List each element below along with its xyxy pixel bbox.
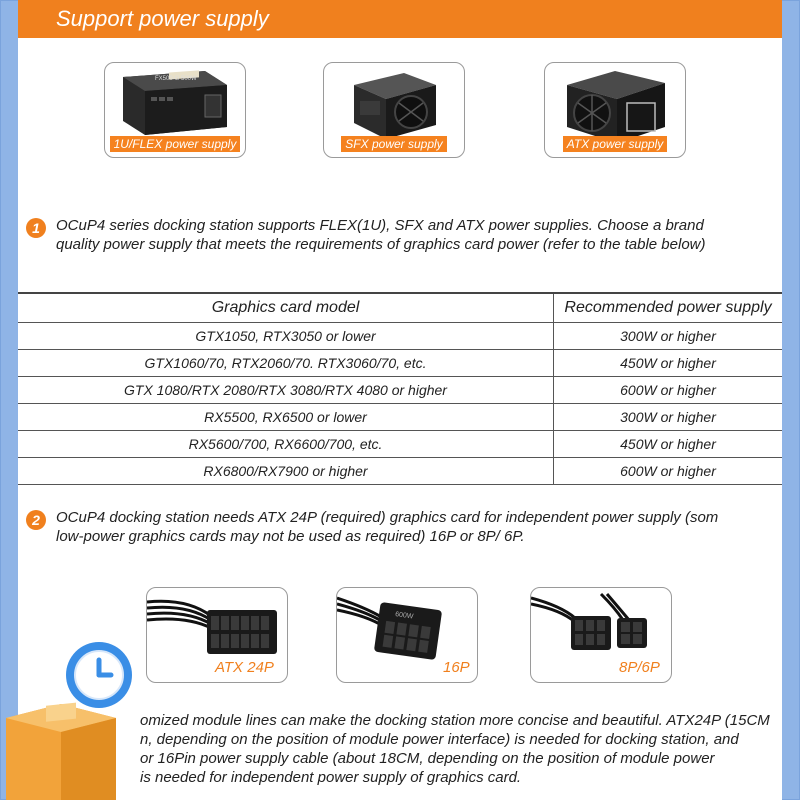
table-row <box>18 377 782 404</box>
cable-card-atx24p <box>146 587 288 683</box>
psu-card-sfx <box>323 62 465 158</box>
table-cell: GTX1060/70, RTX2060/70. RTX3060/70, etc. <box>18 350 554 377</box>
table-row <box>18 431 782 458</box>
psu-label: SFX power supply <box>341 136 446 152</box>
table-cell: 450W or higher <box>554 431 783 458</box>
table-header-row <box>18 293 782 323</box>
table-cell: 600W or higher <box>554 458 783 485</box>
description-line: n, depending on the position of module power interface) is needed for docking station, and <box>140 731 739 748</box>
description-line: or 16Pin power supply cable (about 18CM, depending on the position of module power <box>140 750 715 767</box>
column-header: Recommended power supply <box>554 293 783 323</box>
psu-card-atx <box>544 62 686 158</box>
table-cell: 450W or higher <box>554 350 783 377</box>
psu-model-print: FX500-G 500W <box>155 76 197 82</box>
power-recommendation-table <box>18 292 782 485</box>
table-cell: GTX 1080/RTX 2080/RTX 3080/RTX 4080 or higher <box>18 377 554 404</box>
section-title: Support power supply <box>56 6 269 31</box>
section-header <box>18 0 782 38</box>
column-header: Graphics card model <box>18 293 554 323</box>
cable-card-8p6p <box>530 587 672 683</box>
step-text-line: OCuP4 docking station needs ATX 24P (required) graphics card for independent power supply (som <box>56 509 719 526</box>
step-number: 1 <box>26 218 46 238</box>
cable-card-16p <box>336 587 478 683</box>
cable-label: 16P <box>443 659 470 676</box>
cable-label: ATX 24P <box>215 659 274 676</box>
step-text-line: OCuP4 series docking station supports FLEX(1U), SFX and ATX power supplies. Choose a brand <box>56 217 704 234</box>
table-row <box>18 323 782 350</box>
table-cell: 300W or higher <box>554 404 783 431</box>
package-box-icon[interactable] <box>6 696 116 800</box>
psu-card-flex <box>104 62 246 158</box>
cable-label: 8P/6P <box>619 659 660 676</box>
table-cell: GTX1050, RTX3050 or lower <box>18 323 554 350</box>
table-row <box>18 350 782 377</box>
step-text-line: low-power graphics cards may not be used as required) 16P or 8P/ 6P. <box>56 528 525 545</box>
psu-label: ATX power supply <box>563 136 668 152</box>
clock-icon[interactable] <box>64 640 134 710</box>
step-text-line: quality power supply that meets the requirements of graphics card power (refer to the table below) <box>56 236 706 253</box>
table-cell: RX6800/RX7900 or higher <box>18 458 554 485</box>
table-row <box>18 458 782 485</box>
table-cell: 600W or higher <box>554 377 783 404</box>
table-cell: RX5500, RX6500 or lower <box>18 404 554 431</box>
step-number: 2 <box>26 510 46 530</box>
table-cell: 300W or higher <box>554 323 783 350</box>
description-line: is needed for independent power supply of graphics card. <box>140 769 522 786</box>
module-cable-description <box>140 711 770 787</box>
connector-print: 600W <box>394 611 414 621</box>
table-row <box>18 404 782 431</box>
psu-label: 1U/FLEX power supply <box>110 136 241 152</box>
table-cell: RX5600/700, RX6600/700, etc. <box>18 431 554 458</box>
description-line: omized module lines can make the docking station more concise and beautiful. ATX24P (15CM <box>140 712 770 729</box>
